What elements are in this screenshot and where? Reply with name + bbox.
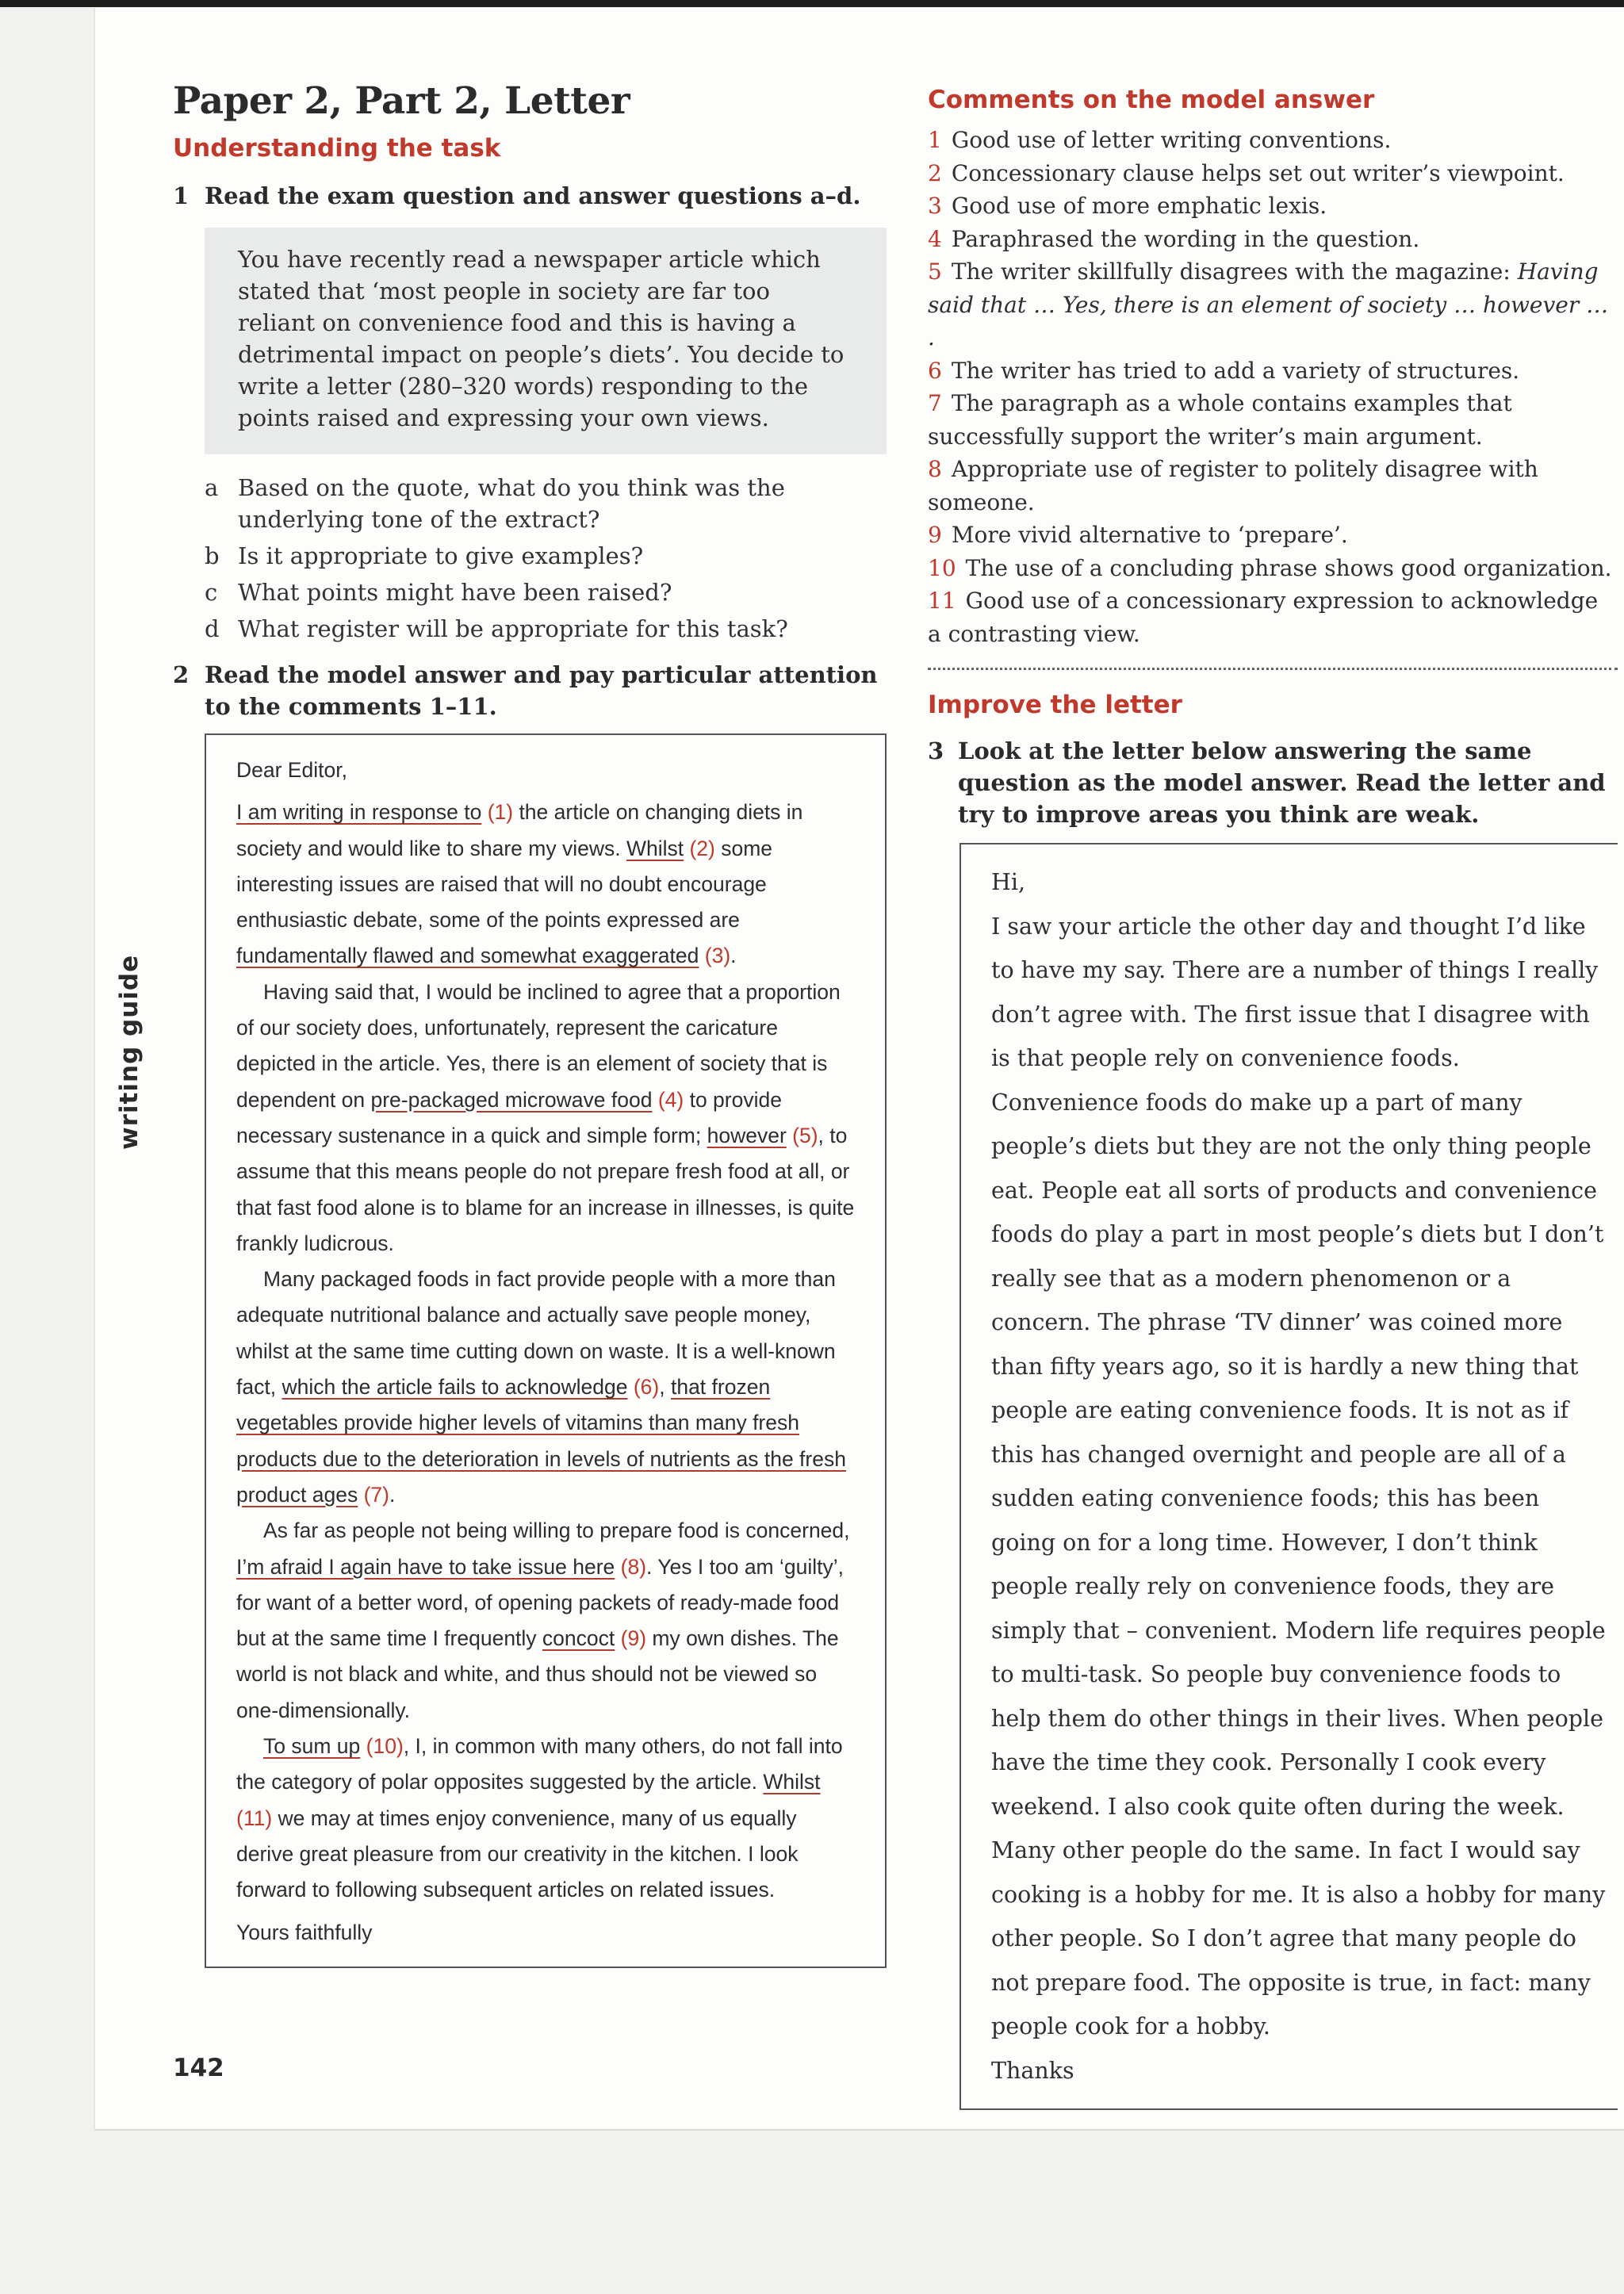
section-heading-understanding: Understanding the task (173, 134, 501, 163)
list-item: b Is it appropriate to give examples? (205, 542, 644, 569)
question-number: 2 (173, 661, 190, 688)
comment-list (928, 124, 1618, 650)
exam-question-text: You have recently read a newspaper article which stated that ‘most people in society are far too reliant on convenience food and this is having a detrimental impact on people’s diets’. You decide to write a letter (280–320 words) responding to the points raised and expressing your own views. (238, 246, 845, 431)
list-item: 11 Good use of a concessionary expression to acknowledge a contrasting view. (928, 588, 1599, 647)
letter-body: I saw your article the other day and thought I’d like to have my say. There are a number of things I really don’t agree with. The first issue that I disagree with is that people rely on convenience foods. Convenience foods do make up a part of many people’s diets but they are not the only thing people eat. People eat all sorts of products and convenience foods do play a part in most people’s diets but I don’t really see that as a modern phenomenon or a concern. The phrase ‘TV dinner’ was coined more than fifty years ago, so it is hardly a new thing that people are eating convenience foods. It is not as if this has changed overnight and people are all of a sudden eating convenience foods; this has been going on for a long time. However, I don’t think people really rely on convenience foods, they are simply that – convenient. Modern life requires people to multi-task. So people buy convenience foods to help them do other things in their lives. When people have the time they cook. Personally I cook every weekend. I also cook quite often during the week. Many other people do the same. In fact I would say cooking is a hobby for me. It is also a hobby for many other people. So I don’t agree that many people do not prepare food. The opposite is true, in fact: many people cook for a hobby. (991, 913, 1606, 2039)
side-label: writing guide (115, 954, 144, 1150)
list-item: d What register will be appropriate for this task? (205, 615, 788, 642)
scan-top-edge (0, 0, 1624, 7)
page-title: Paper 2, Part 2, Letter (173, 79, 630, 123)
letter-paragraph-1: I am writing in response to (1) the article on changing diets in society and would like to share my views. Whilst (2) some interesting issues are raised that will no doubt encourage enthusiastic debate, some of the points expressed are fundamentally flawed and somewhat exaggerated (3). (236, 800, 803, 968)
letter-signoff: Thanks (991, 2057, 1074, 2084)
list-item: 8 Appropriate use of register to politely disagree with someone. (928, 456, 1538, 515)
list-item: 1 Good use of letter writing conventions. (928, 127, 1392, 153)
exam-question-box (205, 228, 887, 454)
section-heading-comments: Comments on the model answer (928, 86, 1375, 114)
question-2 (173, 659, 887, 722)
list-item: 4 Paraphrased the wording in the question. (928, 225, 1420, 252)
model-answer-letter (205, 733, 887, 1968)
list-item: 6 The writer has tried to add a variety of structures. (928, 357, 1520, 384)
list-item: 9 More vivid alternative to ‘prepare’. (928, 522, 1348, 548)
letter-paragraph-2: Having said that, I would be inclined to agree that a proportion of our society does, unfortunately, represent the caricature depicted in the article. Yes, there is an element of society that is dependent on pre-packaged microwave food (4) to provide necessary sustenance in a quick and simple form; however (5), to assume that this means people do not prepare fresh food at all, or that fast food alone is to blame for an increase in illnesses, is quite frankly ludicrous. (236, 979, 855, 1255)
letter-paragraph-5: To sum up (10), I, in common with many others, do not fall into the category of polar opposites suggested by the article. Whilst (11) we may at times enjoy convenience, many of us equally derive great pleasure from our creativity in the kitchen. I look forward to following subsequent articles on related issues. (236, 1734, 843, 1902)
left-column (173, 79, 887, 1968)
question-number: 3 (928, 737, 944, 764)
list-item: 5 The writer skillfully disagrees with the magazine: Having said that … Yes, there is an element of society … however … . (928, 259, 1609, 350)
subquestion-list (173, 472, 887, 645)
question-text: Read the exam question and answer questions a–d. (205, 182, 861, 209)
dotted-divider (928, 668, 1618, 670)
question-text: Read the model answer and pay particular attention to the comments 1–11. (205, 661, 878, 720)
list-item: a Based on the quote, what do you think was the underlying tone of the extract? (205, 474, 785, 533)
list-item: 10 The use of a concluding phrase shows good organization. (928, 554, 1612, 581)
question-text: Look at the letter below answering the same question as the model answer. Read the letter and try to improve areas you think are weak. (958, 737, 1606, 828)
section-heading-improve: Improve the letter (928, 691, 1182, 719)
letter-signoff: Yours faithfully (236, 1920, 373, 1944)
right-column (928, 86, 1618, 2110)
letter-paragraph-4: As far as people not being willing to prepare food is concerned, I’m afraid I again have to take issue here (8). Yes I too am ‘guilty’, for want of a better word, of opening packets of ready-made food but at the same time I frequently concoct (9) my own dishes. The world is not black and white, and thus should not be viewed so one-dimensionally. (236, 1518, 850, 1722)
question-3 (928, 735, 1618, 830)
letter-paragraph-3: Many packaged foods in fact provide people with a more than adequate nutritional balance and actually save people money, whilst at the same time cutting down on waste. It is a well-known fact, which the article fails to acknowledge (6), that frozen vegetables provide higher levels of vitamins than many fresh products due to the deterioration in levels of nutrients as the fresh product ages (7). (236, 1267, 846, 1507)
question-1 (173, 180, 887, 212)
weak-letter (959, 843, 1618, 2110)
list-item: c What points might have been raised? (205, 579, 672, 606)
question-number: 1 (173, 182, 190, 209)
list-item: 7 The paragraph as a whole contains examples that successfully support the writer’s main argument. (928, 390, 1512, 450)
letter-greeting: Hi, (991, 869, 1026, 895)
letter-greeting: Dear Editor, (236, 758, 347, 782)
page-number: 142 (173, 2054, 224, 2082)
list-item: 3 Good use of more emphatic lexis. (928, 193, 1327, 219)
list-item: 2 Concessionary clause helps set out writer’s viewpoint. (928, 159, 1565, 186)
